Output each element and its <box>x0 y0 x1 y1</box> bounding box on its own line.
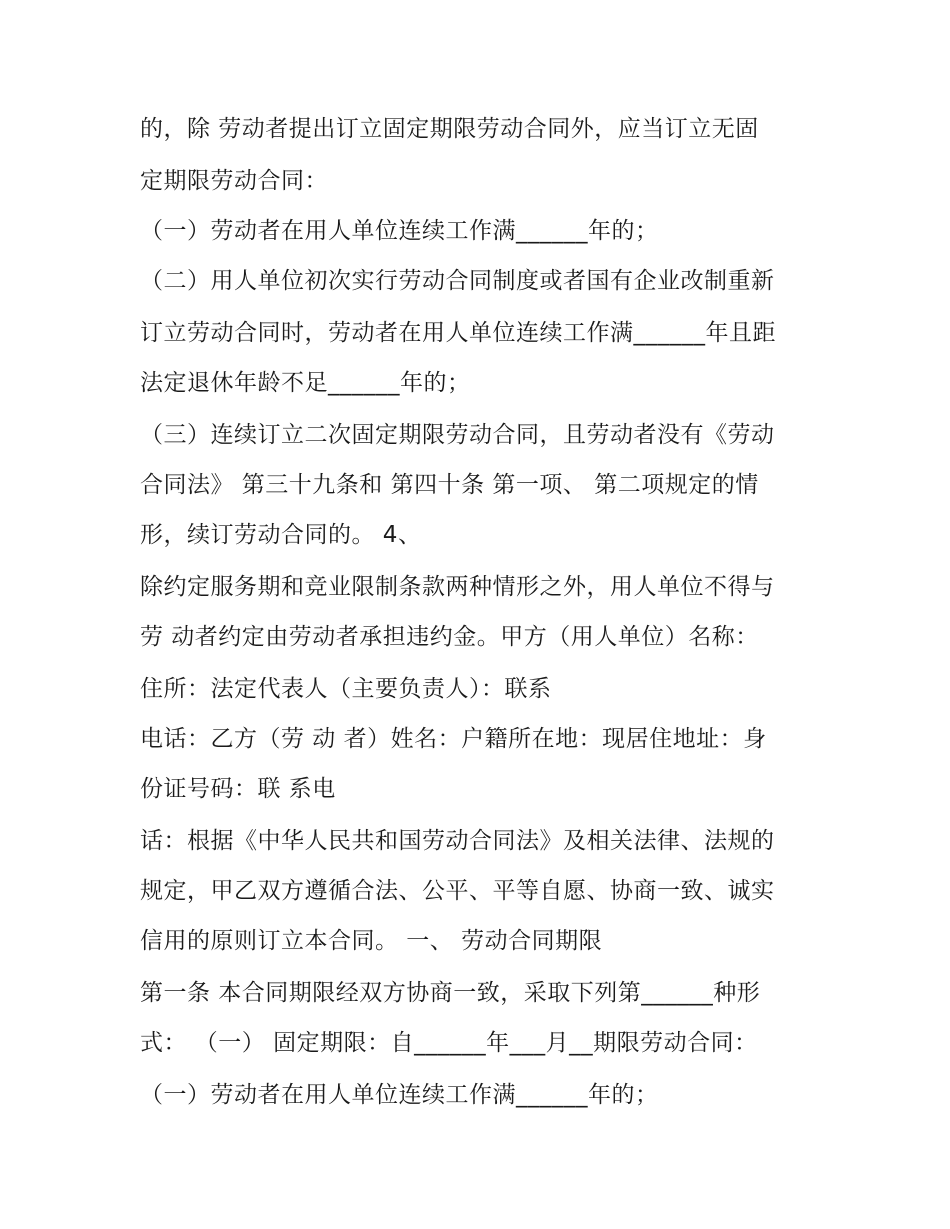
text-line: 定期限劳动合同： <box>140 168 328 194</box>
text-line: 除约定服务期和竞业限制条款两种情形之外，用人单位不得与 <box>140 574 775 600</box>
text-line: 第一条 本合同期限经双方协商一致，采取下列第______种形 <box>140 980 761 1006</box>
text-line: 式： （一） 固定期限：自______年___月__期限劳动合同： <box>140 1030 758 1056</box>
text-line: 的，除 劳动者提出订立固定期限劳动合同外，应当订立无固 <box>140 116 759 142</box>
text-line: 话：根据《中华人民共和国劳动合同法》及相关法律、法规的 <box>140 828 775 854</box>
text-line: 法定退休年龄不足______年的； <box>140 370 471 396</box>
text-line: 合同法》 第三十九条和 第四十条 第一项、 第二项规定的情 <box>140 472 759 498</box>
text-line: 份证号码：联 系电 <box>140 776 336 802</box>
text-line: 形，续订劳动合同的。 4、 <box>140 522 422 548</box>
text-line: （二）用人单位初次实行劳动合同制度或者国有企业改制重新 <box>140 268 775 294</box>
text-line: （三）连续订立二次固定期限劳动合同，且劳动者没有《劳动 <box>140 422 775 448</box>
text-line: 电话：乙方（劳 动 者）姓名：户籍所在地：现居住地址：身 <box>140 726 767 752</box>
text-line: （一）劳动者在用人单位连续工作满______年的； <box>140 218 659 244</box>
text-line: 订立劳动合同时，劳动者在用人单位连续工作满______年且距 <box>140 320 776 346</box>
text-line: 信用的原则订立本合同。 一、 劳动合同期限 <box>140 928 603 954</box>
text-line: 规定，甲乙双方遵循合法、公平、平等自愿、协商一致、诚实 <box>140 878 775 904</box>
text-line: 住所：法定代表人（主要负责人）：联系 <box>140 676 552 702</box>
text-line: 劳 动者约定由劳动者承担违约金。甲方（用人单位）名称： <box>140 624 759 650</box>
text-line: （一）劳动者在用人单位连续工作满______年的； <box>140 1082 659 1108</box>
